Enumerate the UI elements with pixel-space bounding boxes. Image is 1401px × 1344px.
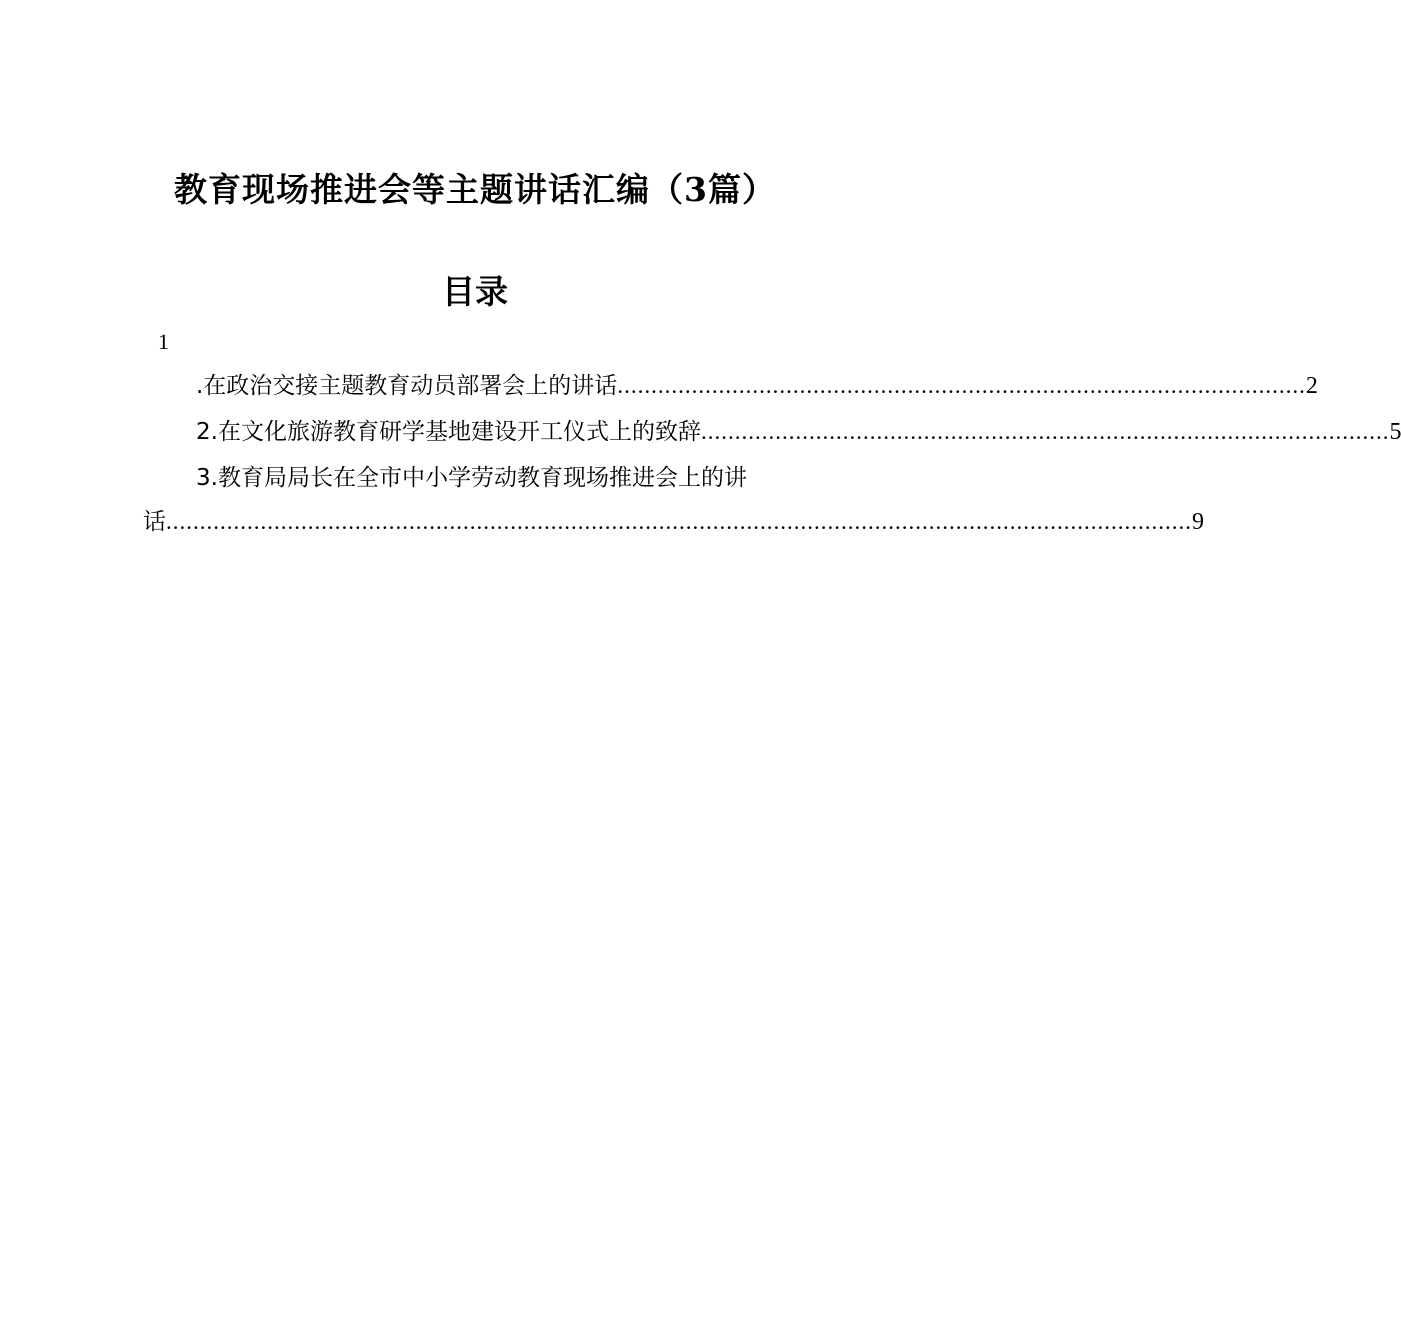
toc-entry-2[interactable]	[196, 417, 1401, 447]
stray-number: 1	[158, 329, 169, 354]
toc-entry-title-line2: 话	[143, 509, 166, 535]
toc-entry-page: 9	[1192, 509, 1204, 535]
dot-leader: ......................................................................................................	[617, 373, 1306, 398]
document-title: 教育现场推进会等主题讲话汇编（3篇）	[174, 170, 776, 209]
toc-heading: 目录	[442, 272, 508, 311]
toc-entry-1[interactable]	[196, 371, 1318, 401]
dot-leader: ......................................................................................................	[700, 419, 1390, 444]
dot-leader: ........................................................................................................................................................	[166, 509, 1192, 534]
toc-entry-3[interactable]	[196, 463, 808, 493]
toc-entry-title: 2.在文化旅游教育研学基地建设开工仪式上的致辞	[196, 419, 701, 445]
toc-entry-title-line1: 3.教育局局长在全市中小学劳动教育现场推进会上的讲	[196, 465, 747, 491]
toc-entry-page: 5	[1389, 419, 1401, 445]
toc-entry-title: .在政治交接主题教育动员部署会上的讲话	[196, 373, 618, 399]
toc-entry-3-continued[interactable]	[143, 507, 1204, 537]
toc-entry-page: 2	[1305, 373, 1318, 399]
